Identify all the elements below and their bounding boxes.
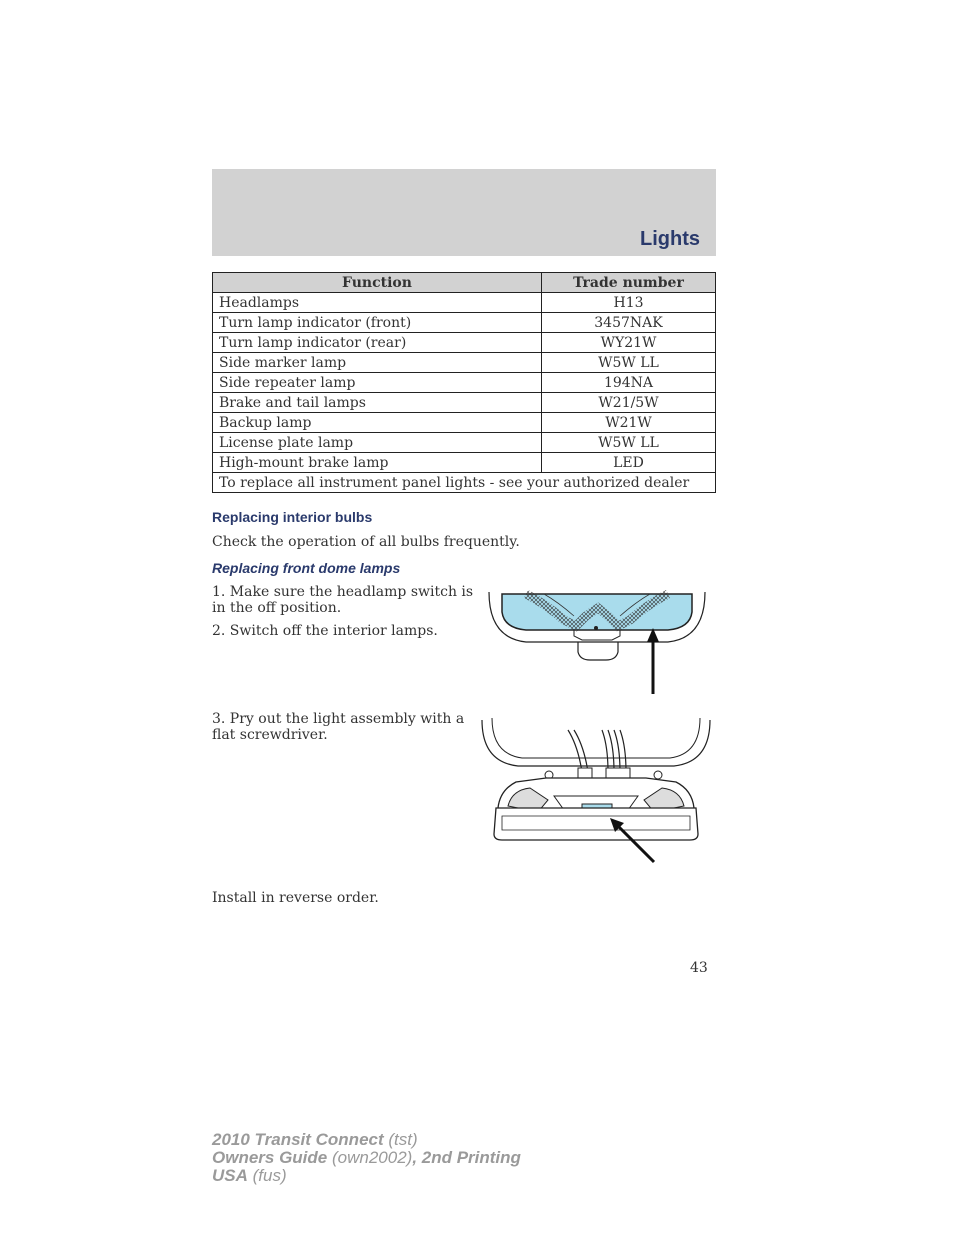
step-1-line-1: 1. Make sure the headlamp switch is: [212, 584, 474, 600]
table-row: [213, 453, 716, 473]
footer-model-code: (tst): [388, 1130, 418, 1149]
step-1-text: [212, 584, 473, 616]
step-2-text: 2. Switch off the interior lamps.: [212, 623, 438, 639]
function-cell: High-mount brake lamp: [213, 453, 542, 473]
function-cell: Headlamps: [213, 293, 542, 313]
column-header-function: Function: [213, 273, 542, 293]
trade-number-cell: W5W LL: [542, 433, 716, 453]
function-cell: Turn lamp indicator (front): [213, 313, 542, 333]
trade-number-cell: 194NA: [542, 373, 716, 393]
lamp-tab: [578, 642, 618, 660]
lamp-frame: [494, 808, 698, 840]
closing-text: Install in reverse order.: [212, 890, 379, 906]
footer-printing: , 2nd Printing: [412, 1148, 521, 1167]
table-row: [213, 353, 716, 373]
lamp-assembly-illustration: [478, 716, 714, 866]
footer-market-code: (fus): [252, 1166, 287, 1185]
table-row: [213, 433, 716, 453]
subsection-heading: Replacing front dome lamps: [212, 560, 401, 576]
step-1-line-2: in the off position.: [212, 600, 342, 616]
footer-guide-code: (own2002): [331, 1148, 413, 1167]
footer-guide: Owners Guide: [212, 1148, 328, 1167]
table-row: [213, 293, 716, 313]
step-3-line-1: 3. Pry out the light assembly with a: [212, 711, 465, 727]
table-row: [213, 413, 716, 433]
function-cell: Brake and tail lamps: [213, 393, 542, 413]
trade-number-cell: W21/5W: [542, 393, 716, 413]
function-cell: License plate lamp: [213, 433, 542, 453]
trade-number-cell: WY21W: [542, 333, 716, 353]
page-title: Lights: [640, 228, 700, 250]
step-3-line-2: flat screwdriver.: [212, 727, 328, 743]
function-cell: Side marker lamp: [213, 353, 542, 373]
headliner-outline: [482, 720, 710, 766]
dome-lamp-illustration: [486, 590, 708, 698]
table-footer-note: To replace all instrument panel lights - see your authorized dealer: [213, 473, 716, 493]
table-footer-row: [213, 473, 716, 493]
trade-number-cell: H13: [542, 293, 716, 313]
document-footer: [212, 1131, 521, 1185]
step-3-text: [212, 711, 464, 743]
trade-number-cell: W21W: [542, 413, 716, 433]
trade-number-cell: W5W LL: [542, 353, 716, 373]
page-number: 43: [690, 960, 708, 976]
trade-number-cell: LED: [542, 453, 716, 473]
bulb-table: [212, 272, 716, 493]
function-cell: Backup lamp: [213, 413, 542, 433]
column-header-trade-number: Trade number: [542, 273, 716, 293]
footer-model: 2010 Transit Connect: [212, 1130, 384, 1149]
section-heading: Replacing interior bulbs: [212, 509, 373, 525]
function-cell: Side repeater lamp: [213, 373, 542, 393]
trade-number-cell: 3457NAK: [542, 313, 716, 333]
table-header-row: [213, 273, 716, 293]
function-cell: Turn lamp indicator (rear): [213, 333, 542, 353]
table-row: [213, 333, 716, 353]
table-row: [213, 313, 716, 333]
table-row: [213, 373, 716, 393]
footer-market: USA: [212, 1166, 248, 1185]
table-row: [213, 393, 716, 413]
section-header-band: [212, 169, 716, 256]
intro-text: Check the operation of all bulbs frequently.: [212, 534, 520, 550]
